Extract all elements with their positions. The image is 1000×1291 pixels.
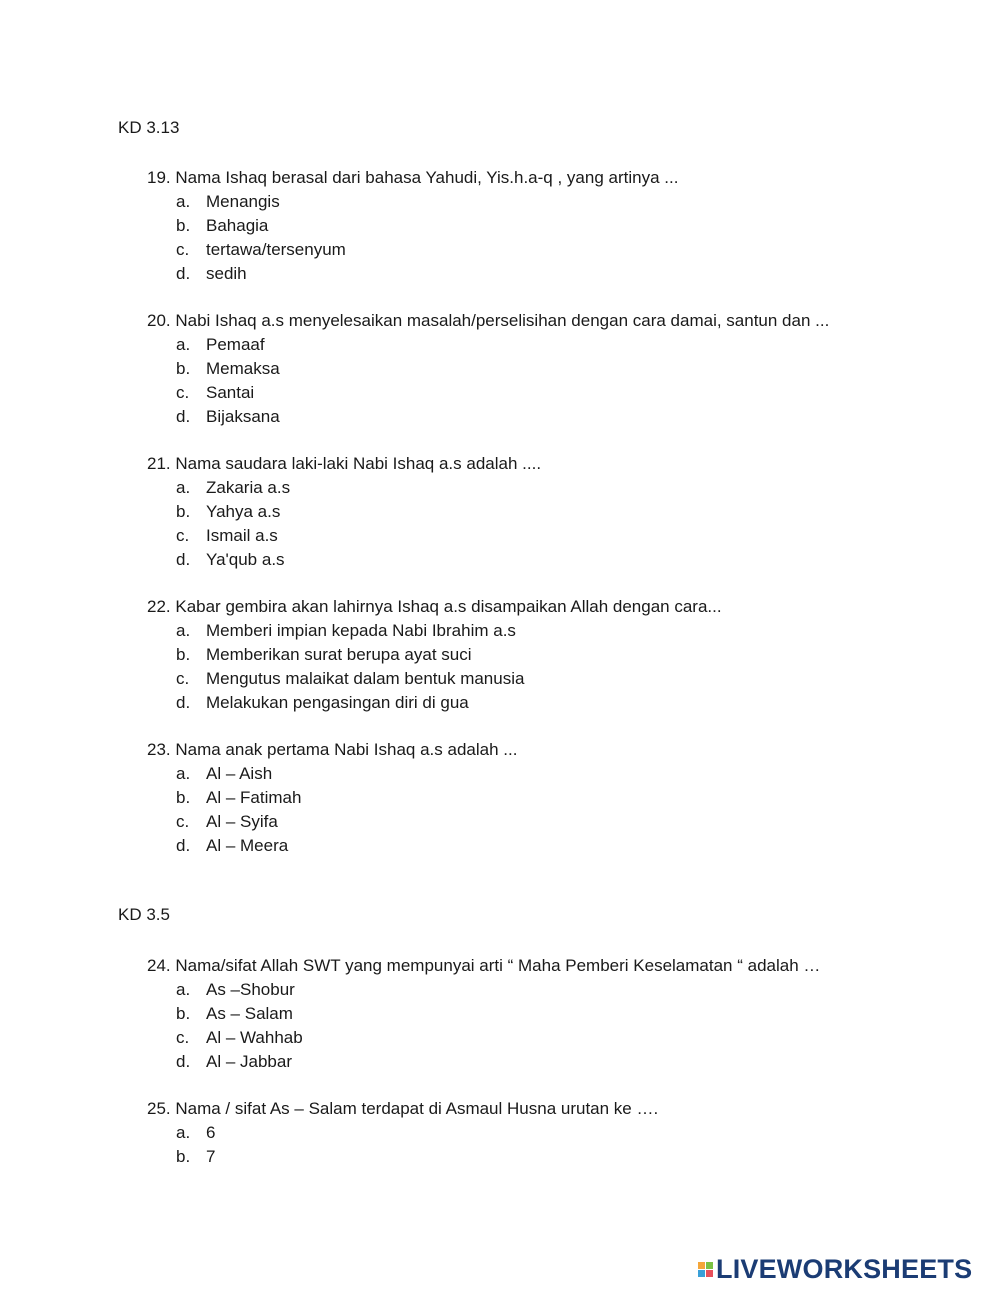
option-text: Bijaksana xyxy=(206,407,280,426)
option-a xyxy=(147,1121,987,1145)
option-letter: b. xyxy=(176,1004,191,1023)
option-letter: b. xyxy=(176,502,191,521)
option-letter: a. xyxy=(176,478,191,497)
option-d xyxy=(147,262,987,286)
option-b xyxy=(147,643,987,667)
option-letter: c. xyxy=(176,526,190,545)
option-c xyxy=(147,810,987,834)
option-b xyxy=(147,357,987,381)
option-d xyxy=(147,1050,987,1074)
option-text: Ya'qub a.s xyxy=(206,550,285,569)
section-label-kd-3-13: KD 3.13 xyxy=(118,118,180,137)
logo-block xyxy=(698,1270,705,1277)
option-letter: d. xyxy=(176,1052,191,1071)
option-text: Al – Meera xyxy=(206,836,289,855)
option-letter: b. xyxy=(176,216,191,235)
option-d xyxy=(147,548,987,572)
option-text: Melakukan pengasingan diri di gua xyxy=(206,693,469,712)
option-text: Bahagia xyxy=(206,216,269,235)
option-text: Al – Jabbar xyxy=(206,1052,292,1071)
option-letter: c. xyxy=(176,383,190,402)
option-letter: c. xyxy=(176,812,190,831)
option-letter: a. xyxy=(176,764,191,783)
question-25 xyxy=(147,1097,987,1169)
option-letter: d. xyxy=(176,264,191,283)
option-letter: c. xyxy=(176,669,190,688)
logo-blocks-icon xyxy=(698,1262,713,1277)
question-22 xyxy=(147,595,987,715)
option-text: Memaksa xyxy=(206,359,280,378)
question-text: 19. Nama Ishaq berasal dari bahasa Yahudi, Yis.h.a-q , yang artinya ... xyxy=(147,168,679,187)
option-text: 6 xyxy=(206,1123,216,1142)
question-23 xyxy=(147,738,987,858)
option-text: 7 xyxy=(206,1147,216,1166)
question-21 xyxy=(147,452,987,572)
option-text: Mengutus malaikat dalam bentuk manusia xyxy=(206,669,525,688)
option-d xyxy=(147,691,987,715)
option-b xyxy=(147,500,987,524)
option-letter: b. xyxy=(176,645,191,664)
option-c xyxy=(147,667,987,691)
option-text: As –Shobur xyxy=(206,980,295,999)
option-text: Memberi impian kepada Nabi Ibrahim a.s xyxy=(206,621,516,640)
option-text: Zakaria a.s xyxy=(206,478,291,497)
option-letter: a. xyxy=(176,192,191,211)
option-letter: c. xyxy=(176,240,190,259)
option-letter: c. xyxy=(176,1028,190,1047)
option-letter: b. xyxy=(176,1147,191,1166)
option-a xyxy=(147,190,987,214)
option-text: As – Salam xyxy=(206,1004,293,1023)
option-letter: d. xyxy=(176,550,191,569)
option-letter: b. xyxy=(176,359,191,378)
option-a xyxy=(147,978,987,1002)
logo-block xyxy=(698,1262,705,1269)
option-letter: a. xyxy=(176,980,191,999)
option-a xyxy=(147,762,987,786)
option-a xyxy=(147,333,987,357)
option-text: Menangis xyxy=(206,192,280,211)
logo-text: LIVEWORKSHEETS xyxy=(716,1253,973,1284)
question-20 xyxy=(147,309,987,429)
option-text: Ismail a.s xyxy=(206,526,278,545)
option-c xyxy=(147,381,987,405)
option-text: tertawa/tersenyum xyxy=(206,240,346,259)
option-a xyxy=(147,619,987,643)
question-text: 21. Nama saudara laki-laki Nabi Ishaq a.s adalah .... xyxy=(147,454,542,473)
question-text: 23. Nama anak pertama Nabi Ishaq a.s adalah ... xyxy=(147,740,518,759)
question-text: 25. Nama / sifat As – Salam terdapat di Asmaul Husna urutan ke …. xyxy=(147,1099,659,1118)
logo-block xyxy=(706,1270,713,1277)
question-text: 20. Nabi Ishaq a.s menyelesaikan masalah/perselisihan dengan cara damai, santun dan ... xyxy=(147,311,830,330)
option-text: sedih xyxy=(206,264,247,283)
option-text: Al – Aish xyxy=(206,764,273,783)
option-letter: a. xyxy=(176,335,191,354)
question-text: 24. Nama/sifat Allah SWT yang mempunyai arti “ Maha Pemberi Keselamatan “ adalah … xyxy=(147,956,821,975)
question-19 xyxy=(147,166,987,286)
option-letter: b. xyxy=(176,788,191,807)
option-text: Al – Wahhab xyxy=(206,1028,303,1047)
option-b xyxy=(147,1002,987,1026)
option-text: Memberikan surat berupa ayat suci xyxy=(206,645,472,664)
option-letter: d. xyxy=(176,693,191,712)
question-text: 22. Kabar gembira akan lahirnya Ishaq a.s disampaikan Allah dengan cara... xyxy=(147,597,722,616)
option-text: Al – Fatimah xyxy=(206,788,302,807)
section-label-kd-3-5: KD 3.5 xyxy=(118,905,170,924)
option-text: Al – Syifa xyxy=(206,812,278,831)
option-b xyxy=(147,214,987,238)
option-b xyxy=(147,1145,987,1169)
option-c xyxy=(147,1026,987,1050)
option-c xyxy=(147,524,987,548)
option-a xyxy=(147,476,987,500)
option-letter: a. xyxy=(176,1123,191,1142)
option-c xyxy=(147,238,987,262)
option-text: Santai xyxy=(206,383,255,402)
liveworksheets-logo xyxy=(698,1254,972,1284)
option-d xyxy=(147,405,987,429)
option-b xyxy=(147,786,987,810)
option-text: Pemaaf xyxy=(206,335,265,354)
option-letter: a. xyxy=(176,621,191,640)
option-letter: d. xyxy=(176,836,191,855)
logo-block xyxy=(706,1262,713,1269)
option-d xyxy=(147,834,987,858)
option-letter: d. xyxy=(176,407,191,426)
option-text: Yahya a.s xyxy=(206,502,281,521)
question-24 xyxy=(147,954,987,1074)
